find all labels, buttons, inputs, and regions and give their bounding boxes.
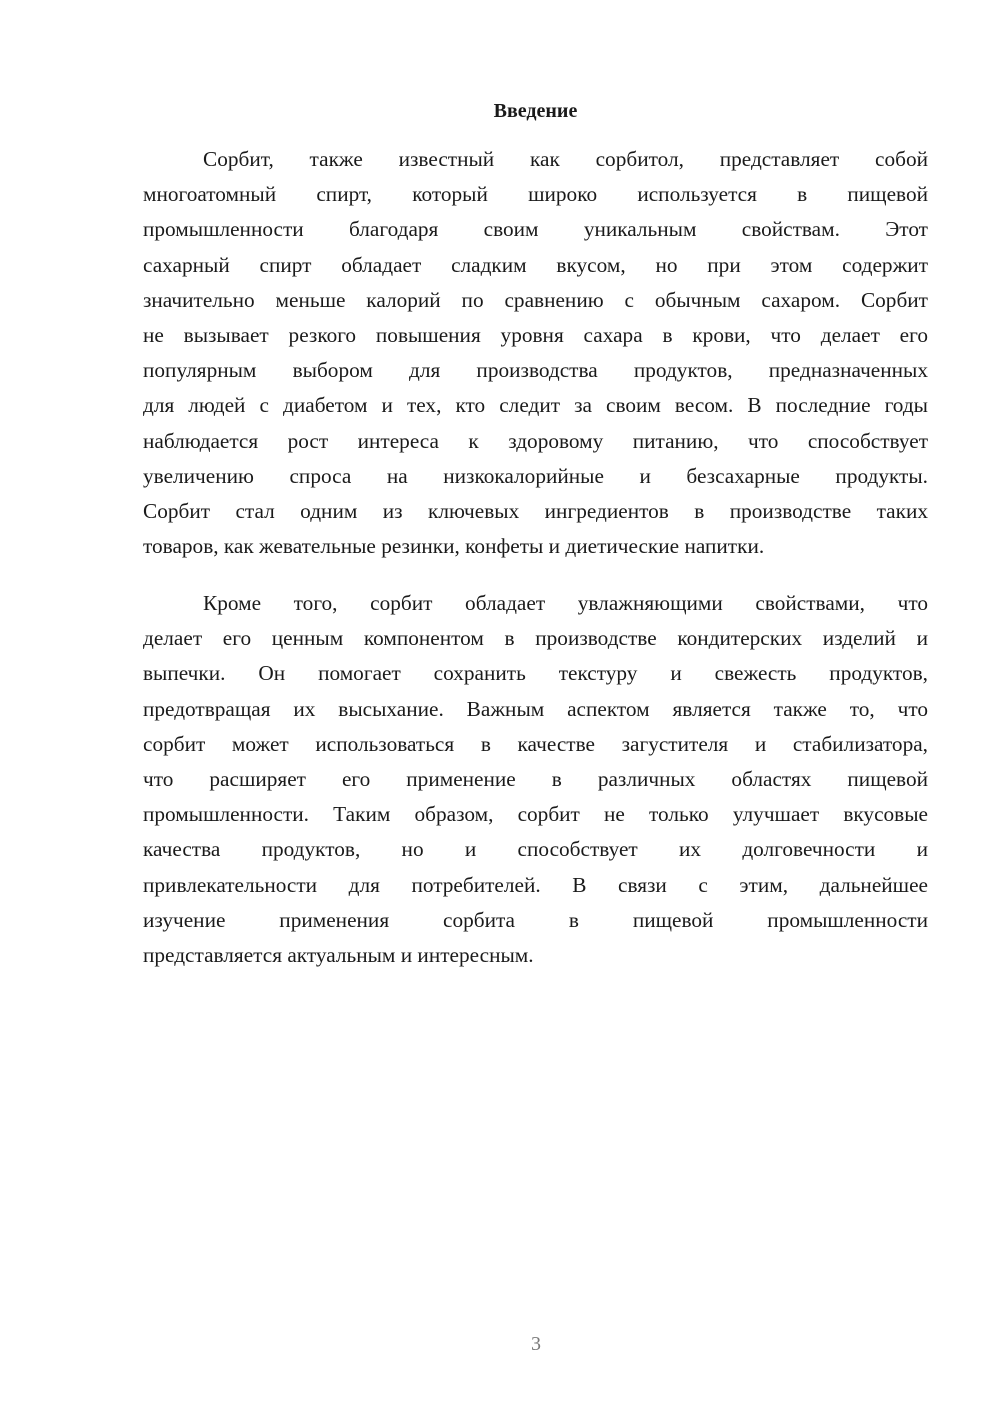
text-line: популярным выбором для производства продуктов, предназначенных [143, 358, 928, 383]
text-line: Сорбит, также известный как сорбитол, представляет собой [203, 147, 928, 171]
text-line: промышленности благодаря своим уникальным свойствам. Этот [143, 217, 928, 242]
text-line: Сорбит стал одним из ключевых ингредиентов в производстве таких [143, 498, 928, 523]
text-line: привлекательности для потребителей. В связи с этим, дальнейшее [143, 872, 928, 897]
text-line: наблюдается рост интереса к здоровому питанию, что способствует [143, 428, 928, 453]
text-line: сахарный спирт обладает сладким вкусом, но при этом содержит [143, 252, 928, 277]
text-line: изучение применения сорбита в пищевой промышленности [143, 907, 928, 932]
text-line: товаров, как жевательные резинки, конфеты и диетические напитки. [143, 534, 765, 559]
text-line: Кроме того, сорбит обладает увлажняющими свойствами, что [203, 591, 928, 615]
text-line: представляется актуальным и интересным. [143, 942, 534, 967]
text-line: делает его ценным компонентом в производстве кондитерских изделий и [143, 626, 928, 651]
text-line: что расширяет его применение в различных областях пищевой [143, 766, 928, 791]
text-line: сорбит может использоваться в качестве загустителя и стабилизатора, [143, 731, 928, 756]
paragraph-2 [143, 586, 928, 973]
text-line: качества продуктов, но и способствует их долговечности и [143, 837, 928, 862]
text-line: значительно меньше калорий по сравнению с обычным сахаром. Сорбит [143, 287, 928, 312]
text-line: предотвращая их высыхание. Важным аспектом является также то, что [143, 696, 928, 721]
text-line: промышленности. Таким образом, сорбит не только улучшает вкусовые [143, 802, 928, 827]
text-line: увеличению спроса на низкокалорийные и безсахарные продукты. [143, 463, 928, 488]
text-line: многоатомный спирт, который широко используется в пищевой [143, 182, 928, 207]
page-number: 3 [531, 1333, 541, 1355]
section-heading: Введение [493, 100, 578, 122]
text-line: не вызывает резкого повышения уровня сахара в крови, что делает его [143, 322, 928, 347]
paragraph-1 [143, 142, 928, 564]
text-line: выпечки. Он помогает сохранить текстуру и свежесть продуктов, [143, 661, 928, 686]
text-line: для людей с диабетом и тех, кто следит за своим весом. В последние годы [143, 393, 928, 418]
